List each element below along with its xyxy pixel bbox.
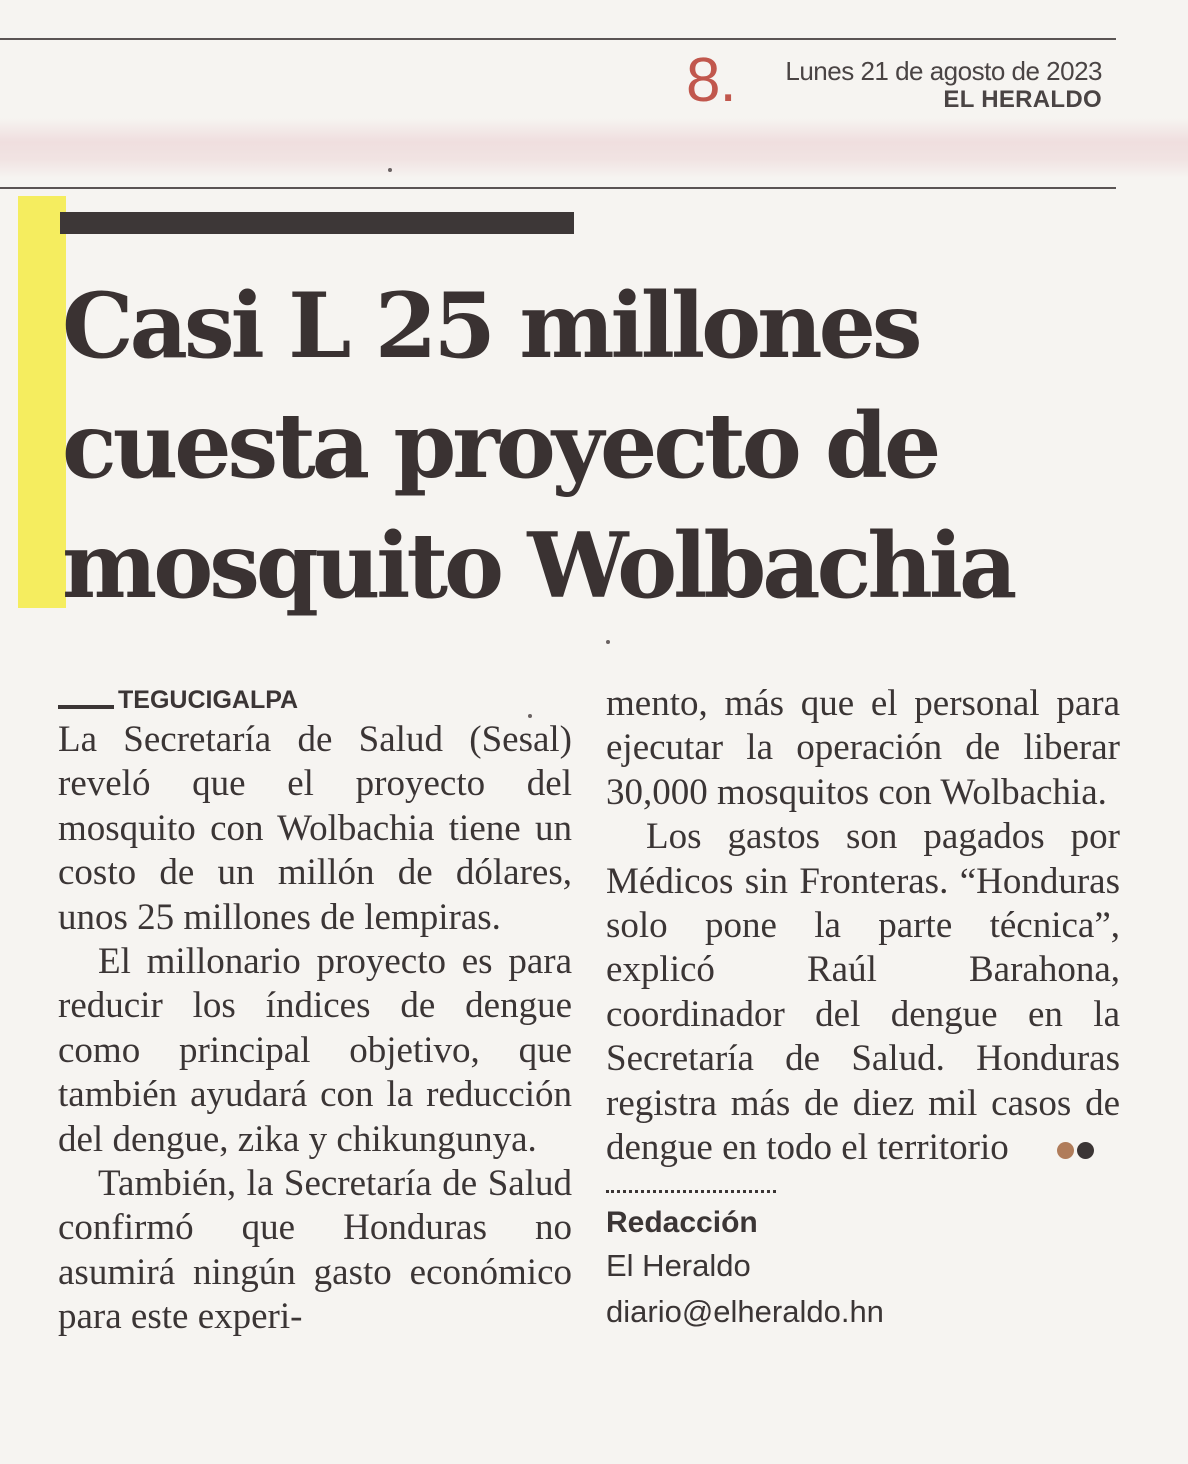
- headline-line: Casi L 25 millones: [62, 273, 919, 379]
- article-paragraph: También, la Secretaría de Salud confirmó que Honduras no asumirá ningún gasto económico para este experi-: [58, 1163, 572, 1338]
- issue-date: Lunes 21 de agosto de 2023: [785, 56, 1102, 86]
- headline: [62, 266, 1162, 626]
- byline-outlet: El Heraldo: [606, 1248, 751, 1284]
- print-speck: [606, 640, 610, 644]
- article-column-left: [58, 682, 572, 1340]
- article-location: [58, 682, 572, 718]
- end-mark-icon: [1017, 1126, 1097, 1170]
- page-number: 8.: [686, 46, 736, 115]
- article-column-right: [606, 682, 1120, 1335]
- credit-divider: [606, 1190, 776, 1193]
- location-dash: [58, 705, 114, 709]
- article-paragraph: El millonario proyecto es para reducir los índices de dengue como principal objetivo, que también ayudará con la reducción del dengue, zika y chikungunya.: [58, 941, 572, 1160]
- byline-title: Redacción: [606, 1206, 758, 1240]
- headline-bar: [60, 212, 574, 234]
- article-paragraph-text: Los gastos son pagados por Médicos sin Fronteras. “Honduras solo pone la parte técnica”, explicó Raúl Barahona, coordinador del dengue en la Secretaría de Salud. Honduras registra más de diez mil casos de dengue en todo el territorio: [606, 816, 1120, 1169]
- top-rule: [0, 38, 1116, 40]
- section-rule: [0, 187, 1116, 189]
- byline-email: diario@elheraldo.hn: [606, 1294, 884, 1330]
- headline-line: cuesta proyecto de: [62, 393, 938, 499]
- newspaper-name: EL HERALDO: [943, 86, 1102, 113]
- headline-line: mosquito Wolbachia: [62, 513, 1014, 619]
- print-speck: [388, 168, 392, 172]
- article-paragraph: La Secretaría de Salud (Sesal) reveló que el proyecto del mosquito con Wolbachia tiene un costo de un millón de dólares, unos 25 millones de lempiras.: [58, 719, 572, 938]
- print-speck: [528, 714, 532, 718]
- byline: [606, 1203, 1120, 1335]
- bleed-through-band: [0, 118, 1188, 178]
- article-paragraph: mento, más que el personal para ejecutar la operación de liberar 30,000 mosquitos con Wolbachia.: [606, 683, 1120, 813]
- article-paragraph-final: [606, 815, 1120, 1170]
- location-label: TEGUCIGALPA: [118, 686, 299, 714]
- highlighter-mark: [18, 196, 66, 608]
- page-header: [785, 56, 1102, 114]
